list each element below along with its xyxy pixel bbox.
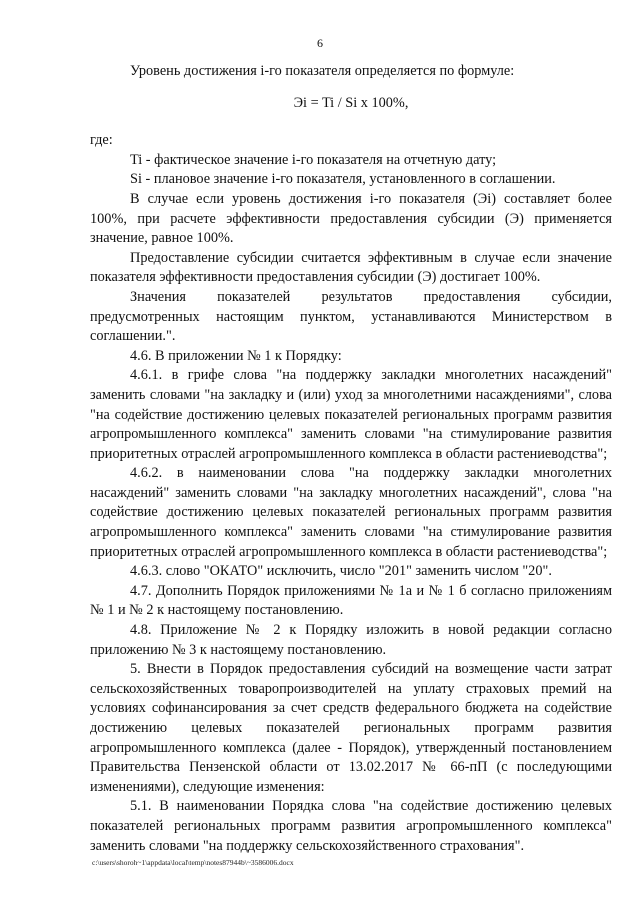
- paragraph-values: Значения показателей результатов предоставления субсидии, предусмотренных настоящим пунктом, устанавливаются Министерством в соглашении.".: [90, 288, 612, 345]
- footer-file-path: c:\users\shoroh~1\appdata\local\temp\notes87944b\~3586006.docx: [92, 858, 294, 867]
- clause-4-6: 4.6. В приложении № 1 к Порядку:: [130, 347, 342, 364]
- clause-4-7: 4.7. Дополнить Порядок приложениями № 1а и № 1 б согласно приложениям № 1 и № 2 к настоящему постановлению.: [90, 582, 612, 619]
- page-number: 6: [317, 36, 323, 50]
- paragraph-over-100: В случае если уровень достижения i-го показателя (Эi) составляет более 100%, при расчете эффективности предоставления субсидии (Э) применяется значение, равное 100%.: [90, 190, 612, 247]
- clause-4-8: 4.8. Приложение № 2 к Порядку изложить в новой редакции согласно приложению № 3 к настоящему постановлению.: [90, 622, 612, 658]
- clause-4-6-2: 4.6.2. в наименовании слова "на поддержку закладки многолетних насаждений" заменить словами "на закладку многолетних насаждений", слова "на содействие достижению целевых показателей региональных программ развития агропромышленного комплекса" заменить словами "на стимулирование развития приоритетных отраслей агропромышленного комплекса в области растениеводства";: [90, 465, 612, 560]
- formula: Эi = Ti / Si x 100%,: [293, 94, 409, 111]
- clause-5: 5. Внести в Порядок предоставления субсидий на возмещение части затрат сельскохозяйственных товаропроизводителей на уплату страховых премий на условиях софинансирования за счет средств федерального бюджета на содействие достижению целевых показателей региональных программ развития агропромышленного комплекса (далее - Порядок), утвержденный постановлением Правительства Пензенской области от 13.02.2017 № 66-пП (с последующими изменениями), следующие изменения:: [90, 661, 612, 795]
- clause-4-6-3: 4.6.3. слово "ОКАТО" исключить, число "201" заменить числом "20".: [130, 563, 552, 580]
- formula-intro: Уровень достижения i-го показателя определяется по формуле:: [130, 63, 515, 79]
- clause-4-6-1: 4.6.1. в грифе слова "на поддержку закладки многолетних насаждений" заменить словами "на закладку и (или) уход за многолетними насаждениями", слова "на содействие достижению целевых показателей региональных программ развития агропромышленного комплекса" заменить словами "на стимулирование развития приоритетных отраслей агропромышленного комплекса в области растениеводства";: [90, 367, 612, 462]
- document-body: [90, 62, 612, 856]
- paragraph-effective: Предоставление субсидии считается эффективным в случае если значение показателя эффективности предоставления субсидии (Э) достигает 100%.: [90, 249, 612, 286]
- definition-si: Si - плановое значение i-го показателя, установленного в соглашении.: [130, 171, 556, 188]
- where-label: где:: [90, 132, 113, 149]
- definition-ti: Ti - фактическое значение i-го показателя на отчетную дату;: [130, 151, 497, 168]
- clause-5-1: 5.1. В наименовании Порядка слова "на содействие достижению целевых показателей региональных программ развития агропромышленного комплекса" заменить словами "на поддержку сельскохозяйственного страхования".: [90, 798, 612, 854]
